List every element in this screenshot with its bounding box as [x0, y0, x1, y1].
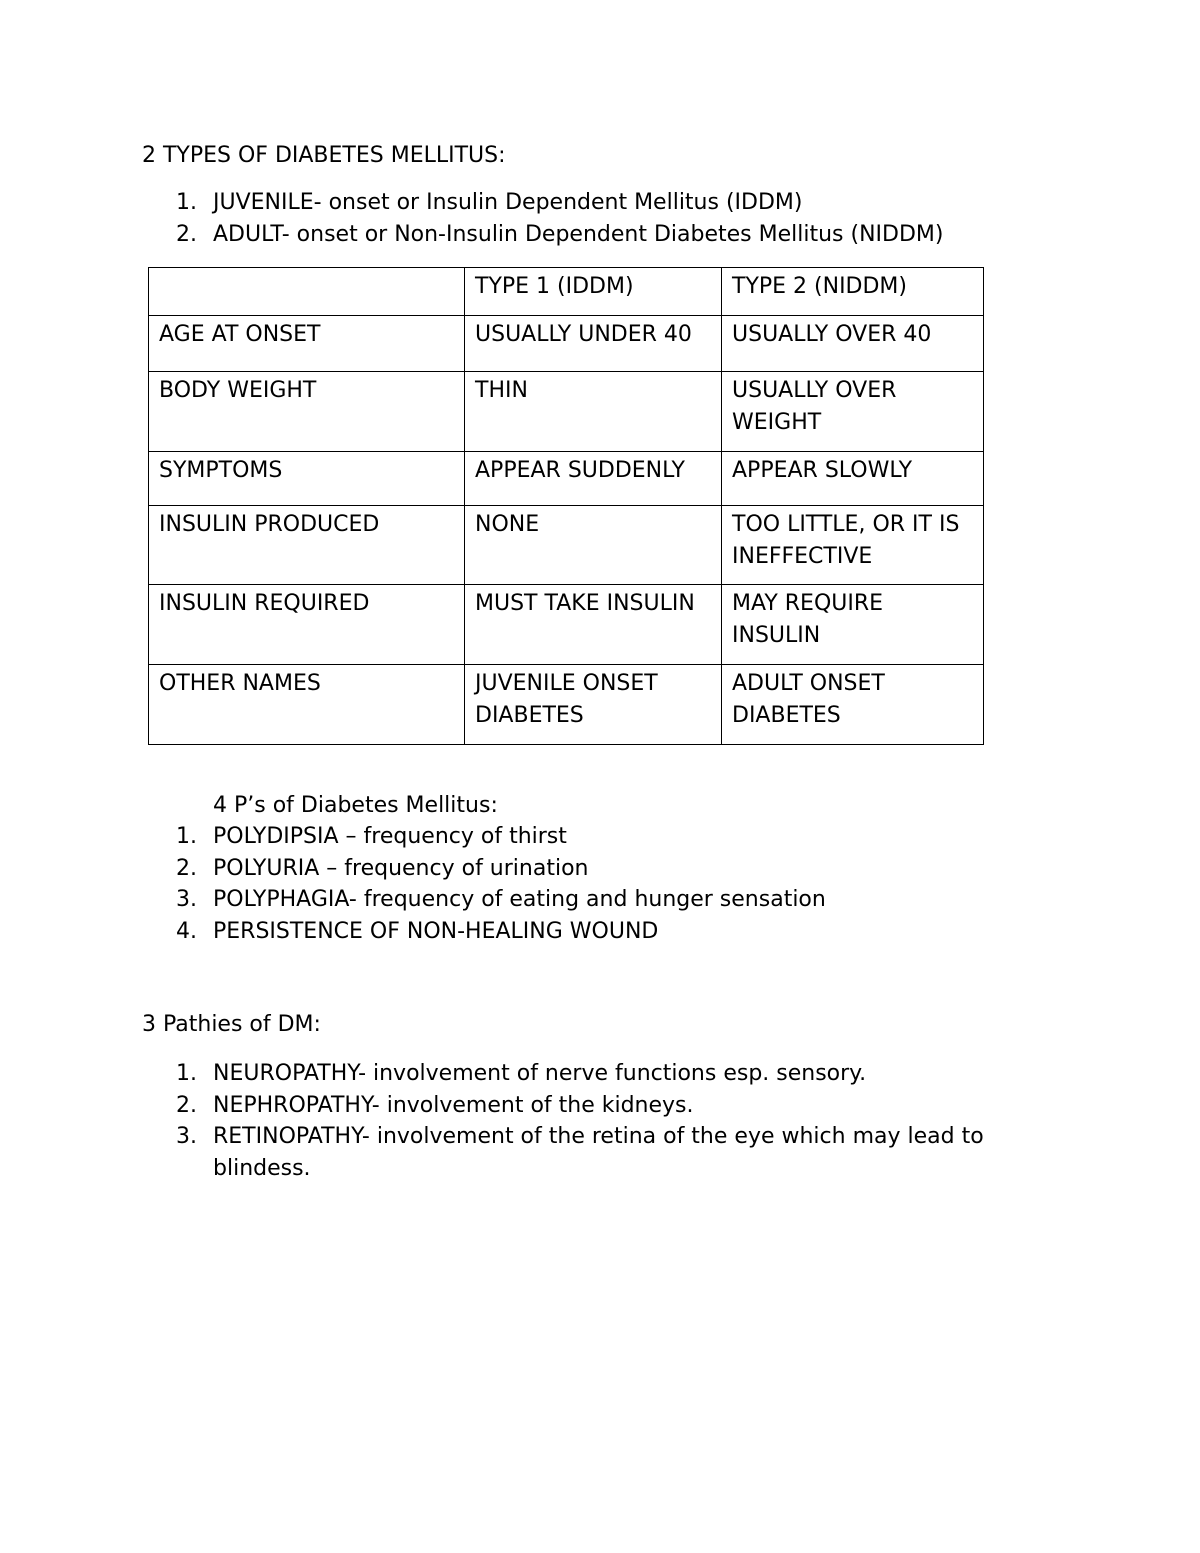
list-item: [176, 187, 943, 219]
table-row: [149, 506, 984, 585]
table-header-cell: TYPE 1 (IDDM): [465, 268, 722, 316]
list-item-text: NEPHROPATHY- involvement of the kidneys.: [213, 1092, 694, 1118]
table-cell: INSULIN REQUIRED: [149, 585, 465, 665]
table-cell: THIN: [465, 372, 722, 452]
list-number: 2.: [176, 1092, 197, 1118]
table-cell: APPEAR SLOWLY: [722, 452, 984, 506]
table-cell: MUST TAKE INSULIN: [465, 585, 722, 665]
list-number: 3.: [176, 887, 197, 912]
list-item-text: ADULT- onset or Non-Insulin Dependent Diabetes Mellitus (NIDDM): [213, 221, 944, 247]
list-item-text: RETINOPATHY- involvement of the retina of the eye which may lead to blindess.: [213, 1124, 984, 1181]
list-item-text: POLYURIA – frequency of urination: [213, 855, 589, 881]
list-number: 1.: [176, 1061, 197, 1086]
list-item-text: NEUROPATHY- involvement of nerve functions esp. sensory.: [213, 1061, 867, 1086]
list-item: [176, 821, 826, 853]
list-item: [176, 916, 826, 948]
pathies-list: [176, 1058, 1043, 1184]
list-item-text: POLYPHAGIA- frequency of eating and hunger sensation: [213, 887, 826, 912]
list-item-text: JUVENILE- onset or Insulin Dependent Mellitus (IDDM): [213, 190, 803, 215]
list-number: 1.: [176, 824, 197, 849]
table-row: [149, 372, 984, 452]
list-item-text: POLYDIPSIA – frequency of thirst: [213, 824, 567, 849]
table-cell: OTHER NAMES: [149, 665, 465, 745]
table-cell: USUALLY OVER 40: [722, 316, 984, 372]
list-item: [176, 1090, 1043, 1122]
section-heading-four-ps: 4 P’s of Diabetes Mellitus:: [213, 793, 498, 818]
types-list: [176, 187, 943, 250]
table-cell: NONE: [465, 506, 722, 585]
list-item: [176, 853, 826, 885]
list-item: [176, 1121, 1043, 1184]
table-cell: APPEAR SUDDENLY: [465, 452, 722, 506]
list-number: 2.: [176, 855, 197, 881]
table-row: [149, 665, 984, 745]
table-cell: USUALLY UNDER 40: [465, 316, 722, 372]
table-cell: SYMPTOMS: [149, 452, 465, 506]
section-heading-pathies: 3 Pathies of DM:: [142, 1012, 321, 1037]
table-cell: BODY WEIGHT: [149, 372, 465, 452]
table-cell: ADULT ONSET DIABETES: [722, 665, 984, 745]
table-header-row: [149, 268, 984, 316]
four-ps-list: [176, 821, 826, 947]
list-number: 4.: [176, 918, 197, 944]
section-heading-types: 2 TYPES OF DIABETES MELLITUS:: [142, 143, 506, 168]
list-item-text: PERSISTENCE OF NON-HEALING WOUND: [213, 918, 659, 944]
table-row: [149, 452, 984, 506]
table-cell: INSULIN PRODUCED: [149, 506, 465, 585]
table-header-cell: [149, 268, 465, 316]
list-number: 1.: [176, 190, 197, 215]
list-number: 2.: [176, 221, 197, 247]
table-cell: USUALLY OVER WEIGHT: [722, 372, 984, 452]
table-header-cell: TYPE 2 (NIDDM): [722, 268, 984, 316]
table-cell: JUVENILE ONSET DIABETES: [465, 665, 722, 745]
table-row: [149, 316, 984, 372]
table-row: [149, 585, 984, 665]
table-cell: AGE AT ONSET: [149, 316, 465, 372]
table-cell: MAY REQUIRE INSULIN: [722, 585, 984, 665]
list-item: [176, 1058, 1043, 1090]
diabetes-comparison-table: [148, 267, 984, 745]
table-cell: TOO LITTLE, OR IT IS INEFFECTIVE: [722, 506, 984, 585]
list-item: [176, 884, 826, 916]
list-item: [176, 219, 943, 251]
list-number: 3.: [176, 1124, 197, 1149]
